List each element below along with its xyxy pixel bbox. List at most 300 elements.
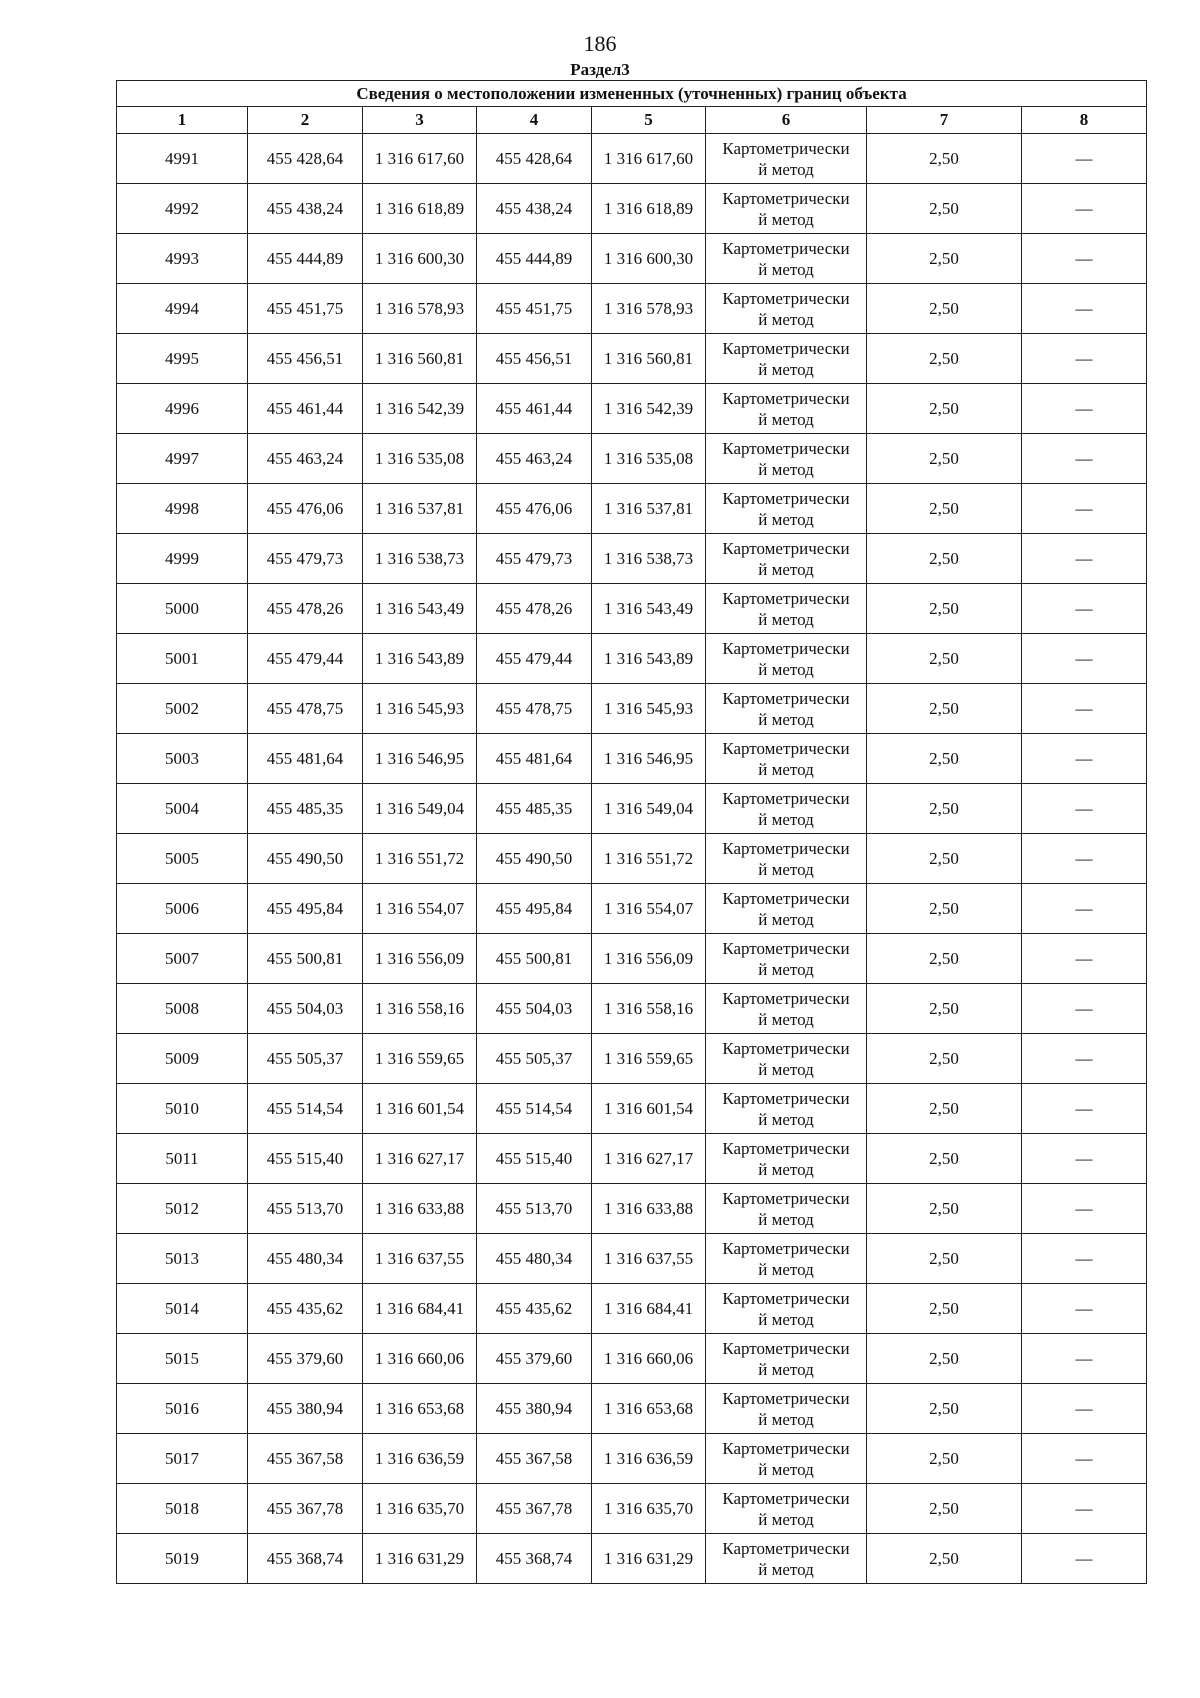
table-row <box>117 784 1147 834</box>
x-refined-cell: 455 438,24 <box>477 184 592 234</box>
point-number-cell: 4997 <box>117 434 248 484</box>
description-cell: — <box>1022 1284 1147 1334</box>
y-existing-cell: 1 316 636,59 <box>363 1434 477 1484</box>
method-line-1: Картометрически <box>722 338 850 358</box>
y-existing-cell: 1 316 633,88 <box>363 1184 477 1234</box>
point-number-cell: 5015 <box>117 1334 248 1384</box>
table-row <box>117 1334 1147 1384</box>
method-line-1: Картометрически <box>722 1288 850 1308</box>
y-existing-cell: 1 316 637,55 <box>363 1234 477 1284</box>
y-existing-cell: 1 316 556,09 <box>363 934 477 984</box>
table-row <box>117 734 1147 784</box>
method-line-1: Картометрически <box>722 1188 850 1208</box>
method-line-1: Картометрически <box>722 1238 850 1258</box>
x-refined-cell: 455 495,84 <box>477 884 592 934</box>
y-existing-cell: 1 316 627,17 <box>363 1134 477 1184</box>
x-refined-cell: 455 479,44 <box>477 634 592 684</box>
description-cell: — <box>1022 1084 1147 1134</box>
description-cell: — <box>1022 584 1147 634</box>
method-line-1: Картометрически <box>722 788 850 808</box>
y-existing-cell: 1 316 653,68 <box>363 1384 477 1434</box>
accuracy-cell: 2,50 <box>867 434 1022 484</box>
y-existing-cell: 1 316 551,72 <box>363 834 477 884</box>
y-refined-cell: 1 316 684,41 <box>592 1284 706 1334</box>
x-refined-cell: 455 476,06 <box>477 484 592 534</box>
table-row <box>117 1034 1147 1084</box>
method-line-1: Картометрически <box>722 738 850 758</box>
y-existing-cell: 1 316 560,81 <box>363 334 477 384</box>
method-line-2: й метод <box>758 1509 814 1529</box>
method-line-1: Картометрически <box>722 488 850 508</box>
method-line-2: й метод <box>758 809 814 829</box>
table-row <box>117 1434 1147 1484</box>
point-number-cell: 5003 <box>117 734 248 784</box>
method-line-2: й метод <box>758 1109 814 1129</box>
y-existing-cell: 1 316 618,89 <box>363 184 477 234</box>
method-line-2: й метод <box>758 1309 814 1329</box>
method-line-1: Картометрически <box>722 388 850 408</box>
x-existing-cell: 455 515,40 <box>248 1134 363 1184</box>
description-cell: — <box>1022 1034 1147 1084</box>
y-refined-cell: 1 316 543,49 <box>592 584 706 634</box>
table-row <box>117 1484 1147 1534</box>
table-row <box>117 334 1147 384</box>
table-row <box>117 134 1147 184</box>
column-number: 4 <box>477 107 592 134</box>
method-line-2: й метод <box>758 559 814 579</box>
table-row <box>117 484 1147 534</box>
x-refined-cell: 455 500,81 <box>477 934 592 984</box>
y-existing-cell: 1 316 542,39 <box>363 384 477 434</box>
method-line-2: й метод <box>758 959 814 979</box>
point-number-cell: 4999 <box>117 534 248 584</box>
y-refined-cell: 1 316 549,04 <box>592 784 706 834</box>
method-cell <box>706 1184 867 1234</box>
method-line-2: й метод <box>758 759 814 779</box>
accuracy-cell: 2,50 <box>867 284 1022 334</box>
accuracy-cell: 2,50 <box>867 984 1022 1034</box>
x-existing-cell: 455 478,26 <box>248 584 363 634</box>
method-line-2: й метод <box>758 359 814 379</box>
accuracy-cell: 2,50 <box>867 1284 1022 1334</box>
column-number: 7 <box>867 107 1022 134</box>
accuracy-cell: 2,50 <box>867 1334 1022 1384</box>
description-cell: — <box>1022 184 1147 234</box>
description-cell: — <box>1022 1234 1147 1284</box>
x-refined-cell: 455 428,64 <box>477 134 592 184</box>
y-refined-cell: 1 316 545,93 <box>592 684 706 734</box>
y-existing-cell: 1 316 554,07 <box>363 884 477 934</box>
accuracy-cell: 2,50 <box>867 684 1022 734</box>
description-cell: — <box>1022 1534 1147 1584</box>
table-row <box>117 384 1147 434</box>
method-cell <box>706 1434 867 1484</box>
table-row <box>117 1184 1147 1234</box>
accuracy-cell: 2,50 <box>867 634 1022 684</box>
method-cell <box>706 784 867 834</box>
point-number-cell: 5012 <box>117 1184 248 1234</box>
method-line-1: Картометрически <box>722 1138 850 1158</box>
x-existing-cell: 455 368,74 <box>248 1534 363 1584</box>
description-cell: — <box>1022 1484 1147 1534</box>
method-line-2: й метод <box>758 1259 814 1279</box>
y-refined-cell: 1 316 601,54 <box>592 1084 706 1134</box>
method-cell <box>706 1084 867 1134</box>
x-refined-cell: 455 444,89 <box>477 234 592 284</box>
x-existing-cell: 455 438,24 <box>248 184 363 234</box>
method-line-1: Картометрически <box>722 138 850 158</box>
point-number-cell: 5018 <box>117 1484 248 1534</box>
y-refined-cell: 1 316 546,95 <box>592 734 706 784</box>
method-line-2: й метод <box>758 1009 814 1029</box>
point-number-cell: 5004 <box>117 784 248 834</box>
description-cell: — <box>1022 884 1147 934</box>
method-cell <box>706 684 867 734</box>
method-cell <box>706 634 867 684</box>
x-existing-cell: 455 428,64 <box>248 134 363 184</box>
column-number: 1 <box>117 107 248 134</box>
y-existing-cell: 1 316 684,41 <box>363 1284 477 1334</box>
x-refined-cell: 455 367,58 <box>477 1434 592 1484</box>
y-existing-cell: 1 316 631,29 <box>363 1534 477 1584</box>
method-line-2: й метод <box>758 309 814 329</box>
point-number-cell: 5005 <box>117 834 248 884</box>
point-number-cell: 4994 <box>117 284 248 334</box>
method-line-2: й метод <box>758 909 814 929</box>
y-existing-cell: 1 316 546,95 <box>363 734 477 784</box>
x-refined-cell: 455 515,40 <box>477 1134 592 1184</box>
method-cell <box>706 234 867 284</box>
method-line-2: й метод <box>758 709 814 729</box>
y-existing-cell: 1 316 617,60 <box>363 134 477 184</box>
description-cell: — <box>1022 934 1147 984</box>
table-caption-row <box>117 81 1147 107</box>
method-line-1: Картометрически <box>722 1488 850 1508</box>
method-line-2: й метод <box>758 1209 814 1229</box>
y-refined-cell: 1 316 559,65 <box>592 1034 706 1084</box>
method-cell <box>706 734 867 784</box>
method-cell <box>706 584 867 634</box>
method-cell <box>706 184 867 234</box>
accuracy-cell: 2,50 <box>867 1134 1022 1184</box>
table-row <box>117 584 1147 634</box>
method-cell <box>706 1334 867 1384</box>
y-existing-cell: 1 316 635,70 <box>363 1484 477 1534</box>
y-refined-cell: 1 316 631,29 <box>592 1534 706 1584</box>
table-row <box>117 1084 1147 1134</box>
method-cell <box>706 384 867 434</box>
column-number-row <box>117 107 1147 134</box>
y-refined-cell: 1 316 660,06 <box>592 1334 706 1384</box>
method-cell <box>706 1284 867 1334</box>
point-number-cell: 5009 <box>117 1034 248 1084</box>
method-cell <box>706 434 867 484</box>
description-cell: — <box>1022 1184 1147 1234</box>
method-cell <box>706 334 867 384</box>
method-cell <box>706 1134 867 1184</box>
table-caption: Сведения о местоположении измененных (уточненных) границ объекта <box>117 81 1147 107</box>
method-line-1: Картометрически <box>722 938 850 958</box>
accuracy-cell: 2,50 <box>867 734 1022 784</box>
point-number-cell: 5011 <box>117 1134 248 1184</box>
x-refined-cell: 455 479,73 <box>477 534 592 584</box>
x-refined-cell: 455 490,50 <box>477 834 592 884</box>
x-existing-cell: 455 478,75 <box>248 684 363 734</box>
method-line-2: й метод <box>758 459 814 479</box>
x-existing-cell: 455 514,54 <box>248 1084 363 1134</box>
y-refined-cell: 1 316 542,39 <box>592 384 706 434</box>
y-existing-cell: 1 316 543,89 <box>363 634 477 684</box>
boundary-coordinates-table <box>116 80 1147 1584</box>
x-refined-cell: 455 379,60 <box>477 1334 592 1384</box>
x-existing-cell: 455 480,34 <box>248 1234 363 1284</box>
description-cell: — <box>1022 684 1147 734</box>
x-refined-cell: 455 368,74 <box>477 1534 592 1584</box>
accuracy-cell: 2,50 <box>867 1534 1022 1584</box>
y-existing-cell: 1 316 538,73 <box>363 534 477 584</box>
method-cell <box>706 284 867 334</box>
section-title: Раздел3 <box>570 60 630 79</box>
description-cell: — <box>1022 334 1147 384</box>
method-line-2: й метод <box>758 1559 814 1579</box>
method-line-1: Картометрически <box>722 288 850 308</box>
x-refined-cell: 455 463,24 <box>477 434 592 484</box>
y-refined-cell: 1 316 560,81 <box>592 334 706 384</box>
method-line-1: Картометрически <box>722 438 850 458</box>
accuracy-cell: 2,50 <box>867 184 1022 234</box>
method-line-2: й метод <box>758 209 814 229</box>
y-refined-cell: 1 316 627,17 <box>592 1134 706 1184</box>
method-cell <box>706 1384 867 1434</box>
y-existing-cell: 1 316 558,16 <box>363 984 477 1034</box>
description-cell: — <box>1022 734 1147 784</box>
x-existing-cell: 455 367,78 <box>248 1484 363 1534</box>
accuracy-cell: 2,50 <box>867 134 1022 184</box>
y-refined-cell: 1 316 535,08 <box>592 434 706 484</box>
x-existing-cell: 455 500,81 <box>248 934 363 984</box>
accuracy-cell: 2,50 <box>867 1434 1022 1484</box>
accuracy-cell: 2,50 <box>867 534 1022 584</box>
description-cell: — <box>1022 384 1147 434</box>
description-cell: — <box>1022 634 1147 684</box>
method-cell <box>706 1484 867 1534</box>
method-cell <box>706 1034 867 1084</box>
method-line-1: Картометрически <box>722 1038 850 1058</box>
method-line-1: Картометрически <box>722 538 850 558</box>
x-refined-cell: 455 514,54 <box>477 1084 592 1134</box>
column-number: 5 <box>592 107 706 134</box>
description-cell: — <box>1022 1134 1147 1184</box>
description-cell: — <box>1022 1334 1147 1384</box>
x-refined-cell: 455 480,34 <box>477 1234 592 1284</box>
point-number-cell: 4991 <box>117 134 248 184</box>
table-row <box>117 534 1147 584</box>
y-refined-cell: 1 316 636,59 <box>592 1434 706 1484</box>
y-refined-cell: 1 316 637,55 <box>592 1234 706 1284</box>
x-existing-cell: 455 435,62 <box>248 1284 363 1334</box>
method-line-2: й метод <box>758 159 814 179</box>
column-number: 3 <box>363 107 477 134</box>
table-row <box>117 1384 1147 1434</box>
method-line-2: й метод <box>758 1159 814 1179</box>
x-existing-cell: 455 463,24 <box>248 434 363 484</box>
y-refined-cell: 1 316 556,09 <box>592 934 706 984</box>
point-number-cell: 5010 <box>117 1084 248 1134</box>
column-number: 2 <box>248 107 363 134</box>
y-existing-cell: 1 316 535,08 <box>363 434 477 484</box>
x-refined-cell: 455 481,64 <box>477 734 592 784</box>
x-existing-cell: 455 380,94 <box>248 1384 363 1434</box>
x-existing-cell: 455 461,44 <box>248 384 363 434</box>
y-refined-cell: 1 316 618,89 <box>592 184 706 234</box>
y-refined-cell: 1 316 578,93 <box>592 284 706 334</box>
method-cell <box>706 884 867 934</box>
y-existing-cell: 1 316 660,06 <box>363 1334 477 1384</box>
table-row <box>117 834 1147 884</box>
method-line-1: Картометрически <box>722 888 850 908</box>
x-existing-cell: 455 444,89 <box>248 234 363 284</box>
method-cell <box>706 934 867 984</box>
table-row <box>117 984 1147 1034</box>
point-number-cell: 5006 <box>117 884 248 934</box>
table-row <box>117 434 1147 484</box>
x-refined-cell: 455 380,94 <box>477 1384 592 1434</box>
x-refined-cell: 455 504,03 <box>477 984 592 1034</box>
description-cell: — <box>1022 434 1147 484</box>
accuracy-cell: 2,50 <box>867 784 1022 834</box>
method-line-1: Картометрически <box>722 1388 850 1408</box>
accuracy-cell: 2,50 <box>867 334 1022 384</box>
y-refined-cell: 1 316 554,07 <box>592 884 706 934</box>
method-cell <box>706 984 867 1034</box>
method-line-2: й метод <box>758 1459 814 1479</box>
description-cell: — <box>1022 234 1147 284</box>
accuracy-cell: 2,50 <box>867 1084 1022 1134</box>
method-line-2: й метод <box>758 509 814 529</box>
x-existing-cell: 455 481,64 <box>248 734 363 784</box>
accuracy-cell: 2,50 <box>867 1034 1022 1084</box>
description-cell: — <box>1022 484 1147 534</box>
description-cell: — <box>1022 834 1147 884</box>
method-cell <box>706 834 867 884</box>
point-number-cell: 5016 <box>117 1384 248 1434</box>
table-row <box>117 634 1147 684</box>
y-refined-cell: 1 316 635,70 <box>592 1484 706 1534</box>
x-existing-cell: 455 513,70 <box>248 1184 363 1234</box>
method-line-1: Картометрически <box>722 638 850 658</box>
table-row <box>117 1284 1147 1334</box>
method-line-1: Картометрически <box>722 1338 850 1358</box>
method-line-1: Картометрически <box>722 988 850 1008</box>
x-existing-cell: 455 379,60 <box>248 1334 363 1384</box>
method-cell <box>706 534 867 584</box>
description-cell: — <box>1022 984 1147 1034</box>
point-number-cell: 5001 <box>117 634 248 684</box>
method-line-2: й метод <box>758 1409 814 1429</box>
y-existing-cell: 1 316 543,49 <box>363 584 477 634</box>
method-line-1: Картометрически <box>722 188 850 208</box>
x-existing-cell: 455 504,03 <box>248 984 363 1034</box>
accuracy-cell: 2,50 <box>867 1234 1022 1284</box>
method-line-1: Картометрически <box>722 838 850 858</box>
method-line-1: Картометрически <box>722 688 850 708</box>
x-existing-cell: 455 479,44 <box>248 634 363 684</box>
table-row <box>117 284 1147 334</box>
x-refined-cell: 455 461,44 <box>477 384 592 434</box>
method-line-2: й метод <box>758 659 814 679</box>
point-number-cell: 5013 <box>117 1234 248 1284</box>
description-cell: — <box>1022 1384 1147 1434</box>
description-cell: — <box>1022 134 1147 184</box>
point-number-cell: 5007 <box>117 934 248 984</box>
y-refined-cell: 1 316 537,81 <box>592 484 706 534</box>
x-existing-cell: 455 456,51 <box>248 334 363 384</box>
method-cell <box>706 1234 867 1284</box>
table-row <box>117 1234 1147 1284</box>
table-row <box>117 1134 1147 1184</box>
accuracy-cell: 2,50 <box>867 834 1022 884</box>
y-refined-cell: 1 316 551,72 <box>592 834 706 884</box>
method-cell <box>706 484 867 534</box>
x-refined-cell: 455 367,78 <box>477 1484 592 1534</box>
accuracy-cell: 2,50 <box>867 384 1022 434</box>
x-refined-cell: 455 513,70 <box>477 1184 592 1234</box>
description-cell: — <box>1022 784 1147 834</box>
x-existing-cell: 455 476,06 <box>248 484 363 534</box>
y-existing-cell: 1 316 601,54 <box>363 1084 477 1134</box>
table-row <box>117 684 1147 734</box>
point-number-cell: 5002 <box>117 684 248 734</box>
accuracy-cell: 2,50 <box>867 484 1022 534</box>
y-refined-cell: 1 316 600,30 <box>592 234 706 284</box>
accuracy-cell: 2,50 <box>867 1184 1022 1234</box>
y-refined-cell: 1 316 558,16 <box>592 984 706 1034</box>
method-line-1: Картометрически <box>722 1088 850 1108</box>
y-refined-cell: 1 316 538,73 <box>592 534 706 584</box>
accuracy-cell: 2,50 <box>867 584 1022 634</box>
point-number-cell: 5014 <box>117 1284 248 1334</box>
point-number-cell: 5000 <box>117 584 248 634</box>
method-line-2: й метод <box>758 259 814 279</box>
table-row <box>117 184 1147 234</box>
x-refined-cell: 455 505,37 <box>477 1034 592 1084</box>
x-existing-cell: 455 451,75 <box>248 284 363 334</box>
x-refined-cell: 455 478,26 <box>477 584 592 634</box>
method-cell <box>706 134 867 184</box>
method-line-1: Картометрически <box>722 1538 850 1558</box>
method-line-2: й метод <box>758 409 814 429</box>
description-cell: — <box>1022 1434 1147 1484</box>
method-cell <box>706 1534 867 1584</box>
accuracy-cell: 2,50 <box>867 1484 1022 1534</box>
method-line-2: й метод <box>758 859 814 879</box>
point-number-cell: 4998 <box>117 484 248 534</box>
accuracy-cell: 2,50 <box>867 1384 1022 1434</box>
table-row <box>117 234 1147 284</box>
point-number-cell: 5017 <box>117 1434 248 1484</box>
y-existing-cell: 1 316 559,65 <box>363 1034 477 1084</box>
x-existing-cell: 455 490,50 <box>248 834 363 884</box>
y-existing-cell: 1 316 578,93 <box>363 284 477 334</box>
y-refined-cell: 1 316 617,60 <box>592 134 706 184</box>
y-refined-cell: 1 316 633,88 <box>592 1184 706 1234</box>
x-refined-cell: 455 435,62 <box>477 1284 592 1334</box>
y-existing-cell: 1 316 537,81 <box>363 484 477 534</box>
point-number-cell: 4992 <box>117 184 248 234</box>
page-number: 186 <box>583 31 617 56</box>
y-refined-cell: 1 316 653,68 <box>592 1384 706 1434</box>
point-number-cell: 4996 <box>117 384 248 434</box>
